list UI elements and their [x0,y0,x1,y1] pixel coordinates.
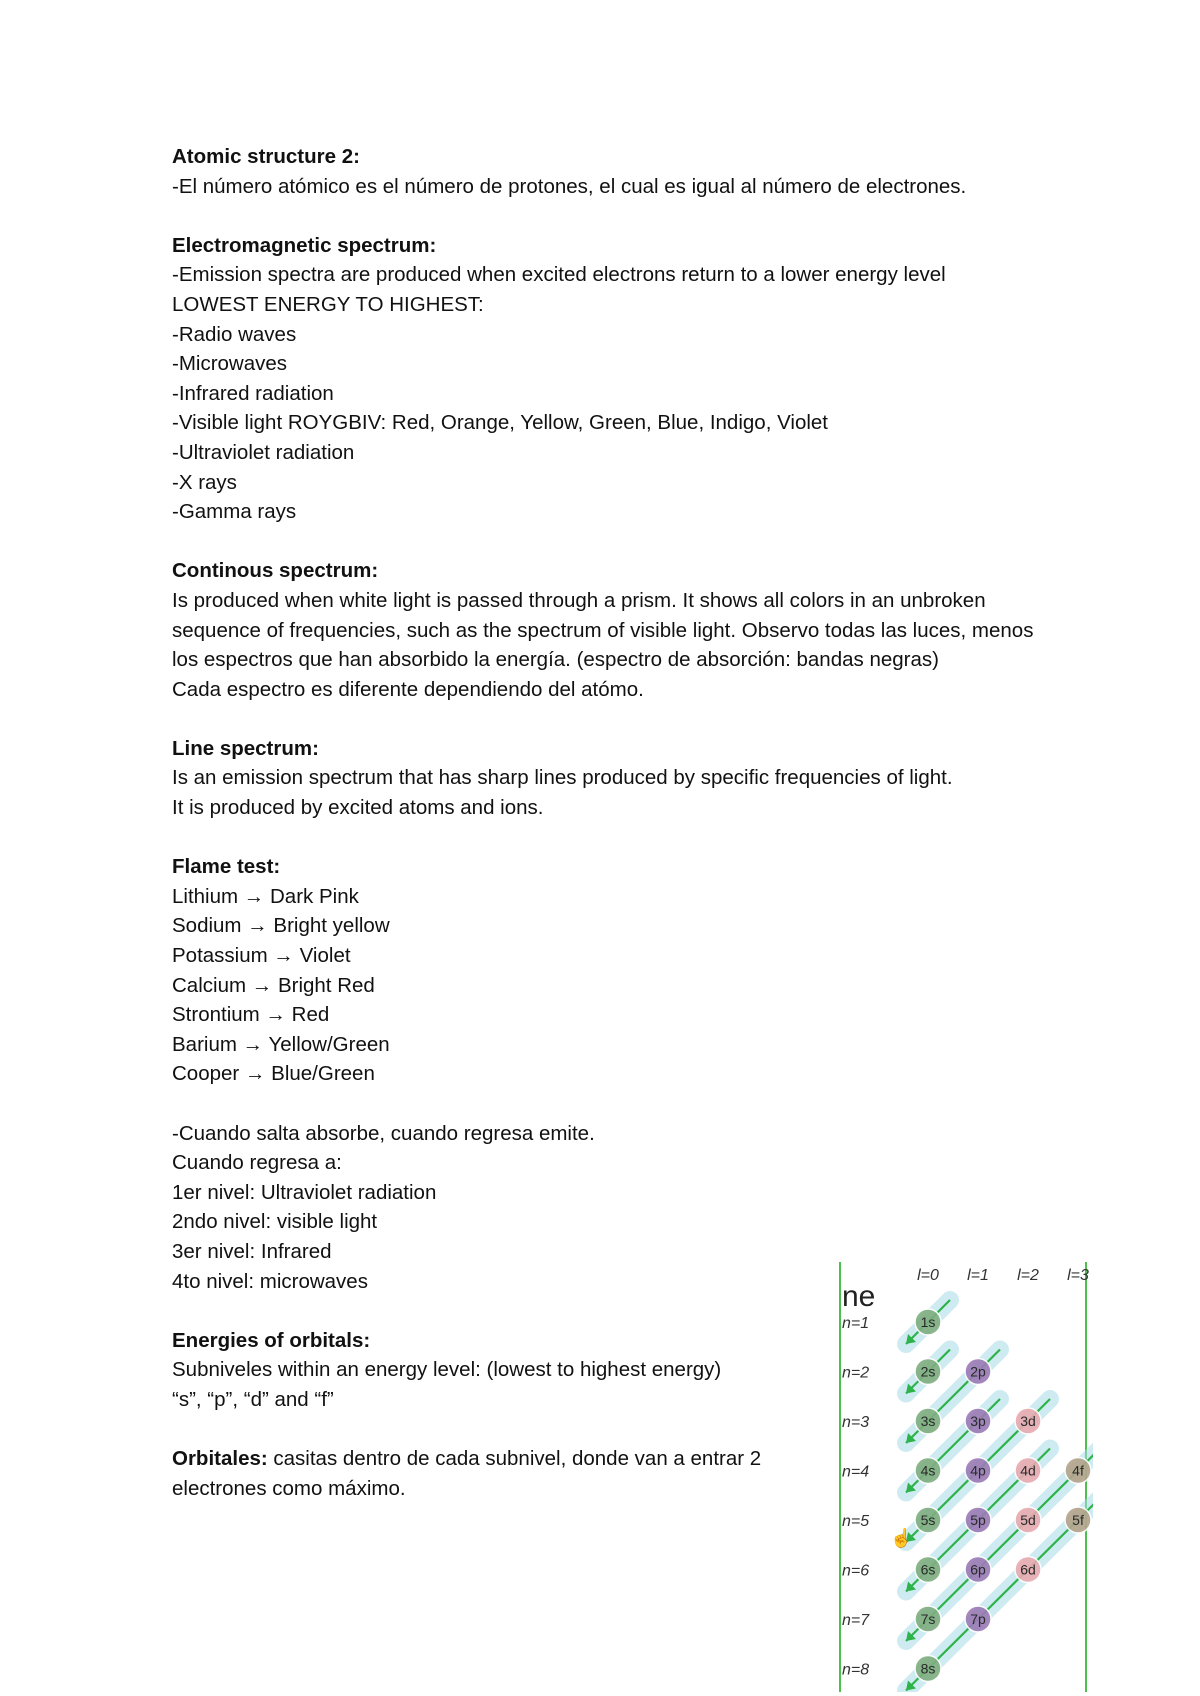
element-name: Cooper [172,1062,240,1086]
flame-color: Bright yellow [273,914,390,938]
element-name: Lithium [172,884,239,908]
orbital-label: 3s [920,1413,936,1429]
heading-line-spectrum: Line spectrum: [172,736,319,760]
heading-atomic-structure: Atomic structure 2: [172,145,360,168]
element-name: Calcium [172,973,247,997]
element-name: Potassium [172,944,268,968]
text-line: 2ndo nivel: visible light [172,1210,378,1234]
text-line: LOWEST ENERGY TO HIGHEST: [172,292,484,316]
orbital-label: 6p [970,1561,986,1578]
text-line: Subniveles within an energy level: (lowest to highest energy) [172,1358,722,1382]
text-line: Is an emission spectrum that has sharp lines produced by specific frequencies of light. [172,766,953,790]
orbital-label: 4p [970,1462,986,1479]
section-line-spectrum [172,734,1072,823]
flame-item [172,941,1072,971]
section-continuous-spectrum [172,556,1072,704]
list-item: -Radio waves [172,322,297,346]
hand-cursor-icon: ☝ [890,1528,913,1548]
orbital-label: 4f [1072,1462,1084,1479]
list-item: -X rays [172,470,237,494]
n-label: n=8 [842,1661,870,1679]
list-item: -Visible light ROYGBIV: Red, Orange, Yellow, Green, Blue, Indigo, Violet [172,411,828,435]
right-arrow-icon: → [247,914,268,938]
n-label: n=2 [842,1364,870,1382]
n-label: n=4 [842,1463,870,1481]
l-label: l=2 [1017,1267,1039,1284]
right-arrow-icon: → [244,1062,266,1086]
heading-energies-of-orbitals: Energies of orbitals: [172,1328,371,1352]
flame-color: Bright Red [277,973,375,997]
orbital-label: 5s [920,1512,936,1528]
n-label: n=7 [842,1612,870,1629]
flame-item [172,1000,1072,1030]
flame-color: Red [291,1003,330,1027]
text-line: 3er nivel: Infrared [172,1239,332,1263]
orbital-label: 3p [970,1413,986,1429]
flame-item [172,911,1072,941]
section-atomic-structure [172,142,1072,201]
heading-continuous-spectrum: Continous spectrum: [172,559,379,583]
orbital-label: 8s [920,1660,936,1677]
orbital-label: 6d [1020,1561,1036,1578]
partial-title: ne [842,1280,876,1313]
right-arrow-icon: → [273,944,294,968]
element-name: Barium [172,1032,237,1056]
flame-color: Blue/Green [271,1062,375,1086]
text-line: 4to nivel: microwaves [172,1269,368,1293]
element-name: Sodium [172,914,242,938]
text-line: 1er nivel: Ultraviolet radiation [172,1180,437,1204]
text-line: -Cuando salta absorbe, cuando regresa emite. [172,1121,595,1145]
text-line: It is produced by excited atoms and ions. [172,796,544,820]
orbital-label: 7s [920,1611,936,1627]
n-label: n=3 [842,1414,870,1431]
n-label: n=1 [842,1315,870,1332]
text-line: electrones como máximo. [172,1476,406,1500]
orbital-label: 4d [1020,1462,1036,1479]
l-label: l=3 [1067,1267,1089,1284]
right-arrow-icon: → [251,973,273,997]
orbital-label: 1s [920,1314,936,1330]
orbital-label: 5f [1072,1512,1084,1528]
aufbau-diagram [838,1262,1093,1692]
orbital-label: 5p [970,1512,986,1528]
flame-color: Yellow/Green [268,1032,390,1056]
flame-item [172,1030,1072,1060]
paragraph: Is produced when white light is passed through a prism. It shows all colors in an unbroken sequence of frequencies, such as the spectrum of visible light. Observo todas las luces, menos los espectros que han absorbido la energía. (espectro de absorción: bandas negras) [172,588,1034,672]
orbital-label: 4s [920,1462,936,1479]
list-item: -Microwaves [172,352,288,376]
orbital-label: 6s [920,1561,936,1578]
text-line: “s”, “p”, “d” and “f” [172,1387,334,1411]
list-item: -Ultraviolet radiation [172,440,355,464]
orbital-label: 3d [1020,1413,1036,1429]
flame-item [172,971,1072,1001]
n-label: n=6 [842,1562,870,1580]
orbital-label: 2s [920,1363,936,1380]
flame-color: Violet [299,944,351,968]
l-label: l=1 [967,1267,989,1284]
flame-item [172,882,1072,912]
definition: casitas dentro de cada subnivel, donde van a entrar 2 [267,1447,762,1471]
term-orbitales: Orbitales: [172,1447,268,1471]
l-label: l=0 [917,1267,939,1284]
text-line: Cuando regresa a: [172,1151,342,1175]
heading-flame-test: Flame test: [172,855,281,879]
section-electromagnetic-spectrum [172,231,1072,527]
heading-electromagnetic-spectrum: Electromagnetic spectrum: [172,233,437,257]
text-line: -Emission spectra are produced when excited electrons return to a lower energy level [172,263,946,287]
right-arrow-icon: → [265,1003,286,1027]
element-name: Strontium [172,1003,260,1027]
orbital-label: 2p [970,1363,986,1380]
n-label: n=5 [842,1513,870,1530]
list-item: -Infrared radiation [172,381,334,405]
list-item: -Gamma rays [172,500,297,524]
orbital-label: 7p [970,1611,986,1627]
flame-color: Dark Pink [270,884,359,908]
right-arrow-icon: → [243,884,265,908]
right-arrow-icon: → [242,1032,264,1056]
section-flame-test [172,852,1072,1089]
text-line: -El número atómico es el número de protones, el cual es igual al número de electrones. [172,174,967,198]
orbital-label: 5d [1020,1512,1036,1528]
flame-item [172,1059,1072,1089]
text-line: Cada espectro es diferente dependiendo del atómo. [172,677,644,701]
